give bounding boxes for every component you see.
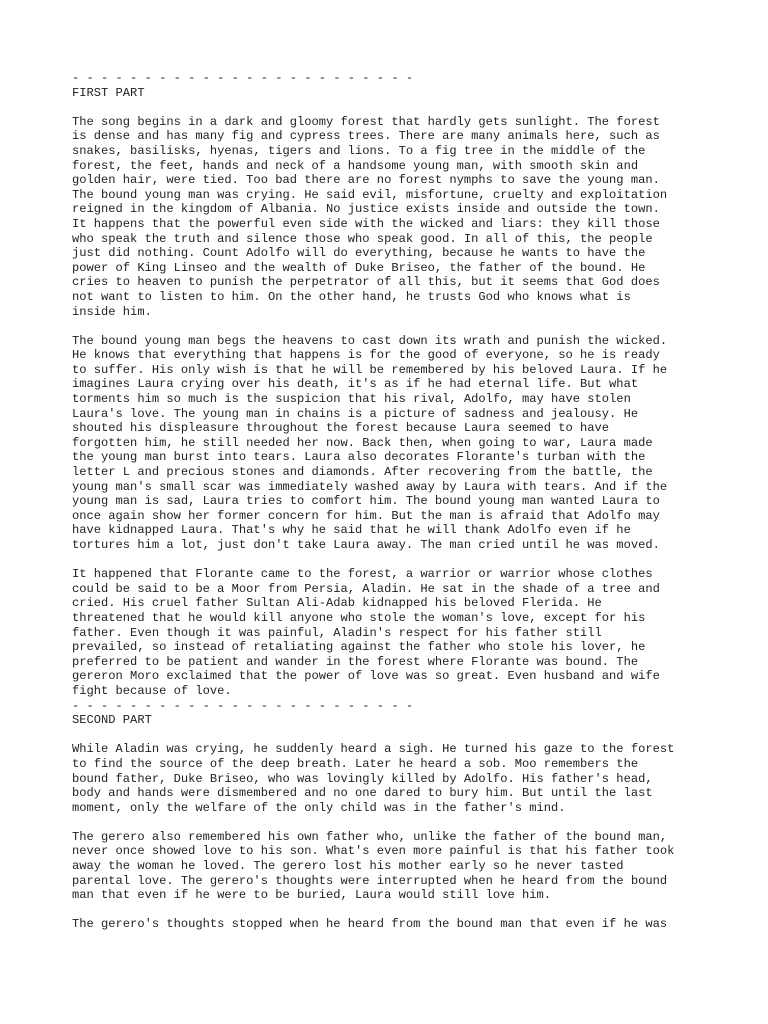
text-line: Laura's love. The young man in chains is a picture of sadness and jealousy. He: [72, 406, 639, 421]
text-line: fight because of love.: [72, 683, 232, 698]
text-line: not want to listen to him. On the other hand, he trusts God who knows what is: [72, 289, 631, 304]
paragraph: [72, 917, 732, 932]
text-line: shouted his displeasure throughout the forest because Laura seemed to have: [72, 421, 610, 436]
text-line: never once showed love to his son. What's even more painful is that his father took: [72, 844, 675, 859]
text-line: away the woman he loved. The gerero lost his mother early so he never tasted: [72, 859, 624, 874]
text-line: young man's small scar was immediately washed away by Laura with tears. And if the: [72, 479, 668, 494]
text-line: body and hands were dismembered and no one dared to bury him. But until the last: [72, 786, 653, 801]
text-line: imagines Laura crying over his death, it's as if he had eternal life. But what: [72, 377, 639, 392]
text-line: the young man burst into tears. Laura also decorates Florante's turban with the: [72, 450, 646, 465]
text-line: to suffer. His only wish is that he will be remembered by his beloved Laura. If he: [72, 362, 668, 377]
text-line: power of King Linseo and the wealth of Duke Briseo, the father of the bound. He: [72, 260, 646, 275]
text-line: prevailed, so instead of retaliating against the father who stole his lover, he: [72, 640, 646, 655]
text-line: torments him so much is the suspicion that his rival, Adolfo, may have stolen: [72, 392, 631, 407]
paragraph: [72, 115, 732, 319]
text-line: father. Even though it was painful, Aladin's respect for his father still: [72, 625, 602, 640]
paragraph: [72, 334, 732, 553]
paragraph: [72, 567, 732, 698]
section-heading-second-part: SECOND PART: [72, 713, 152, 728]
text-line: cried. His cruel father Sultan Ali-Adab kidnapped his beloved Flerida. He: [72, 596, 602, 611]
text-line: preferred to be patient and wander in the forest where Florante was bound. The: [72, 654, 639, 669]
text-line: It happens that the powerful even side with the wicked and liars: they kill those: [72, 216, 660, 231]
text-line: threatened that he would kill anyone who stole the woman's love, except for his: [72, 610, 646, 625]
text-line: letter L and precious stones and diamonds. After recovering from the battle, the: [72, 465, 653, 480]
text-line: reigned in the kingdom of Albania. No justice exists inside and outside the town.: [72, 202, 660, 217]
text-line: snakes, basilisks, hyenas, tigers and lions. To a fig tree in the middle of the: [72, 143, 646, 158]
text-line: who speak the truth and silence those who speak good. In all of this, the people: [72, 231, 653, 246]
text-line: While Aladin was crying, he suddenly heard a sigh. He turned his gaze to the forest: [72, 742, 675, 757]
text-line: inside him.: [72, 304, 152, 319]
text-line: cries to heaven to punish the perpetrator of all this, but it seems that God does: [72, 275, 660, 290]
text-line: The gerero's thoughts stopped when he heard from the bound man that even if he was: [72, 917, 668, 932]
section-divider: - - - - - - - - - - - - - - - - - - - - - - - -: [72, 698, 414, 713]
paragraph: [72, 830, 732, 903]
text-line: The song begins in a dark and gloomy forest that hardly gets sunlight. The forest: [72, 114, 660, 129]
text-line: man that even if he were to be buried, Laura would still love him.: [72, 888, 551, 903]
text-line: It happened that Florante came to the forest, a warrior or warrior whose clothes: [72, 567, 653, 582]
text-line: have kidnapped Laura. That's why he said that he will thank Adolfo even if he: [72, 523, 631, 538]
text-line: just did nothing. Count Adolfo will do everything, because he wants to have the: [72, 246, 646, 261]
paragraph: [72, 742, 732, 815]
text-line: is dense and has many fig and cypress trees. There are many animals here, such as: [72, 129, 660, 144]
text-line: The gerero also remembered his own father who, unlike the father of the bound man,: [72, 829, 668, 844]
text-line: tortures him a lot, just don't take Laura away. The man cried until he was moved.: [72, 538, 660, 552]
text-line: The bound young man was crying. He said evil, misfortune, cruelty and exploitation: [72, 187, 668, 202]
text-line: gereron Moro exclaimed that the power of love was so great. Even husband and wife: [72, 669, 660, 684]
text-line: He knows that everything that happens is for the good of everyone, so he is ready: [72, 348, 660, 363]
section-heading-first-part: FIRST PART: [72, 85, 145, 100]
text-line: parental love. The gerero's thoughts were interrupted when he heard from the bound: [72, 873, 668, 888]
text-line: golden hair, were tied. Too bad there are no forest nymphs to save the young man.: [72, 173, 660, 188]
text-line: to find the source of the deep breath. Later he heard a sob. Moo remembers the: [72, 756, 639, 771]
text-line: forest, the feet, hands and neck of a handsome young man, with smooth skin and: [72, 158, 639, 173]
text-line: could be said to be a Moor from Persia, Aladin. He sat in the shade of a tree and: [72, 581, 660, 596]
text-line: forgotten him, he still needed her now. Back then, when going to war, Laura made: [72, 435, 653, 450]
text-line: moment, only the welfare of the only child was in the father's mind.: [72, 800, 566, 815]
section-divider: - - - - - - - - - - - - - - - - - - - - - - - -: [72, 71, 414, 85]
text-line: young man is sad, Laura tries to comfort him. The bound young man wanted Laura to: [72, 494, 660, 509]
text-line: The bound young man begs the heavens to cast down its wrath and punish the wicked.: [72, 333, 668, 348]
text-line: once again show her former concern for him. But the man is afraid that Adolfo may: [72, 508, 660, 523]
text-line: bound father, Duke Briseo, who was lovingly killed by Adolfo. His father's head,: [72, 771, 653, 786]
document-page: [72, 71, 732, 932]
